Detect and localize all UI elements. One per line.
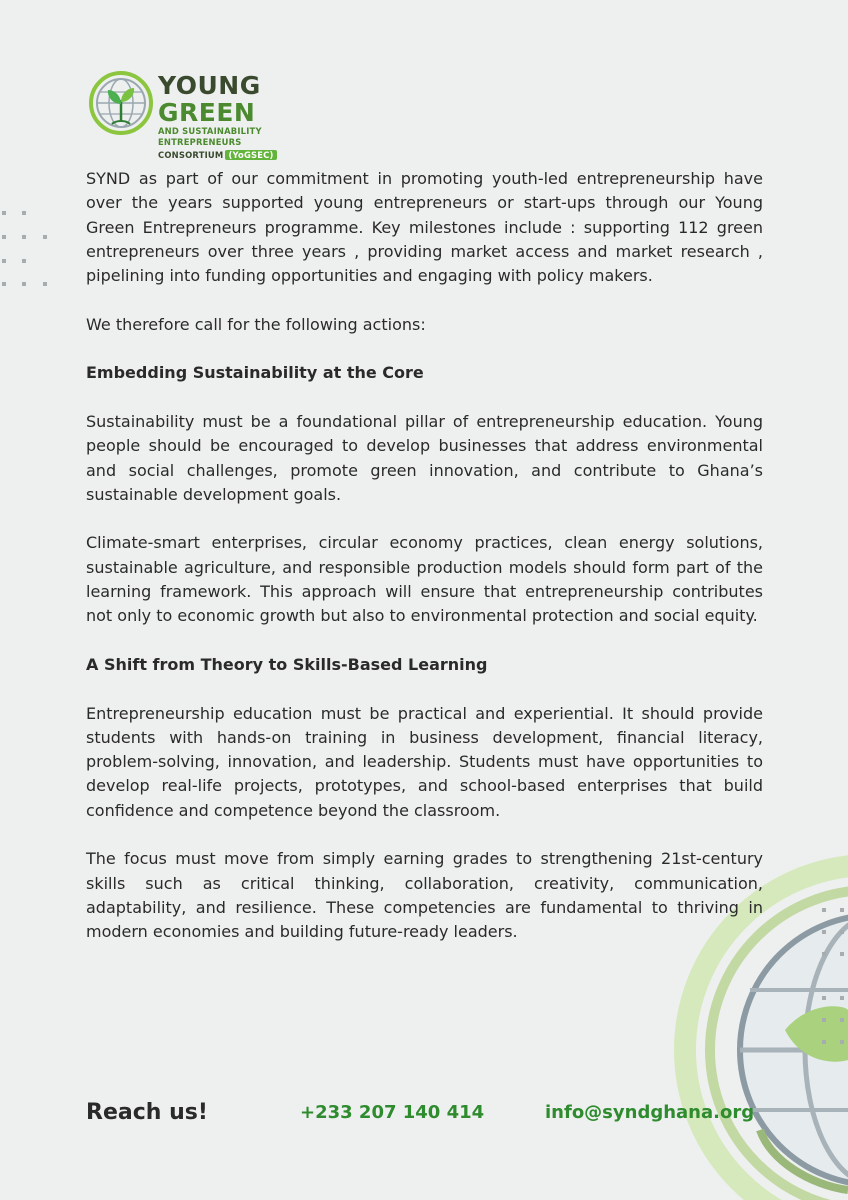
decorative-dots <box>0 205 60 300</box>
section-heading-sustainability: Embedding Sustainability at the Core <box>86 363 424 383</box>
phone-number[interactable]: +233 207 140 414 <box>300 1102 485 1123</box>
organization-logo <box>88 70 348 160</box>
skills-paragraph-2: The focus must move from simply earning grades to strengthening 21st-century skills such as critical thinking, collaboration, creativity, communication, adaptability, and resilience. These competencies are fundamental to thriving in modern economies and building future-ready leaders. <box>86 849 763 942</box>
logo-subtitle: AND SUSTAINABILITY ENTREPRENEURS <box>158 126 262 147</box>
call-to-action-text: We therefore call for the following actions: <box>86 314 426 334</box>
section-heading-skills: A Shift from Theory to Skills-Based Learning <box>86 654 488 674</box>
sustainability-paragraph-1: Sustainability must be a foundational pillar of entrepreneurship education. Young people should be encouraged to develop businesses that address environmental and social challenges, promote green innovation, and contribute to Ghana’s sustainable development goals. <box>86 411 763 504</box>
reach-us-label: Reach us! <box>86 1100 208 1125</box>
logo-tag: (YoGSEC) <box>225 150 276 160</box>
contact-footer <box>86 1100 766 1130</box>
document-body <box>86 167 763 969</box>
logo-word-green: GREEN <box>158 98 256 127</box>
logo-globe-icon <box>88 70 154 136</box>
skills-paragraph-1: Entrepreneurship education must be practical and experiential. It should provide students with hands-on training in business development, financial literacy, problem-solving, innovation, and leadership. Students must have opportunities to develop real-life projects, prototypes, and school-based enterprises that build confidence and competence beyond the classroom. <box>86 703 763 820</box>
sustainability-paragraph-2: Climate-smart enterprises, circular economy practices, clean energy solutions, sustainable agriculture, and responsible production models should form part of the learning framework. This approach will ensure that entrepreneurship contributes not only to economic growth but also to environmental protection and social equity. <box>86 533 763 626</box>
email-address[interactable]: info@syndghana.org <box>545 1102 755 1123</box>
intro-paragraph: SYND as part of our commitment in promoting youth-led entrepreneurship have over the years supported young entrepreneurs or start-ups through our Young Green Entrepreneurs programme. Key milestones include : supporting 112 green entrepreneurs over three years , providing market access and market research , pipelining into funding opportunities and engaging with policy makers. <box>86 169 763 286</box>
logo-consortium: CONSORTIUM <box>158 150 224 160</box>
logo-word-young: YOUNG <box>158 71 261 100</box>
